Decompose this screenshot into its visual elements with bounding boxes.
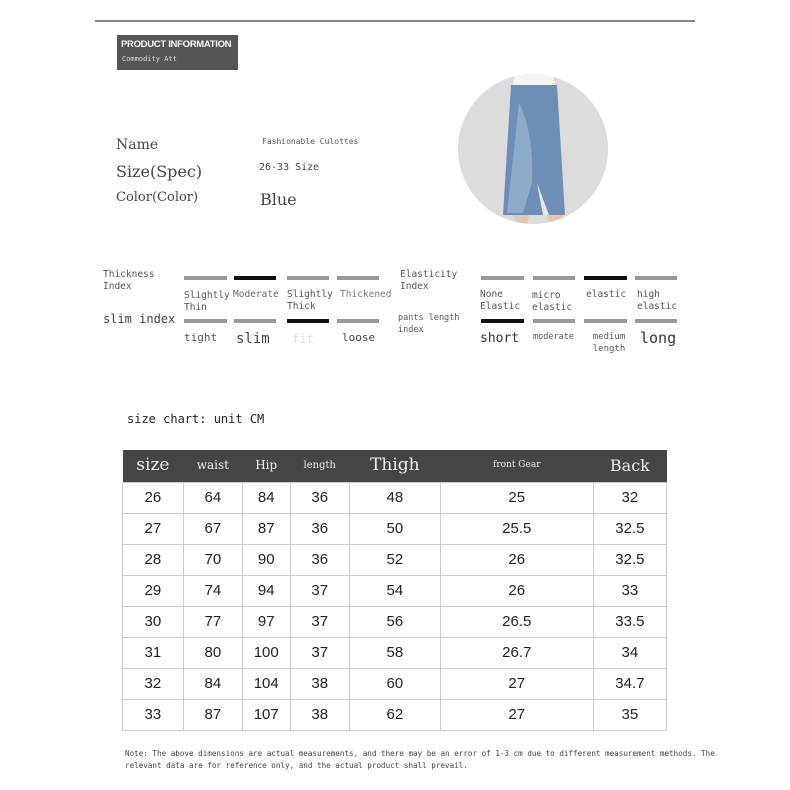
table-cell: 34.7	[593, 668, 666, 699]
table-cell: 36	[290, 544, 349, 575]
table-row	[123, 482, 667, 513]
slim-index-label: slim index	[103, 312, 176, 326]
length-bar-3	[584, 319, 627, 323]
table-cell: 94	[242, 575, 290, 606]
table-row	[123, 606, 667, 637]
table-cell: 74	[183, 575, 242, 606]
column-header: Hip	[242, 450, 290, 482]
measurement-note: Note: The above dimensions are actual measurements, and there may be an error of 1-3 cm due to different measurement methods. The relevant data are for reference only, and the actual product shall prevail.	[125, 749, 715, 770]
slim-option: tight	[184, 331, 218, 344]
elasticity-index-label: Elasticity Index	[400, 269, 458, 292]
thickness-bar-2	[234, 276, 276, 280]
product-image	[457, 73, 609, 225]
table-cell: 97	[242, 606, 290, 637]
table-cell: 36	[290, 482, 349, 513]
table-cell: 38	[290, 699, 349, 730]
top-divider	[95, 20, 695, 22]
slim-bar-1	[184, 319, 227, 323]
table-cell: 25.5	[440, 513, 593, 544]
banner-subtitle: Commodity Att	[122, 55, 177, 63]
thickness-option: Moderate	[233, 289, 279, 300]
thickness-index-label: Thickness Index	[103, 269, 155, 292]
table-cell: 67	[183, 513, 242, 544]
table-cell: 87	[242, 513, 290, 544]
table-cell: 52	[349, 544, 440, 575]
thickness-bar-1	[184, 276, 227, 280]
slim-option: loose	[342, 331, 376, 344]
table-cell: 80	[183, 637, 242, 668]
length-bar-1	[481, 319, 524, 323]
size-chart-table	[122, 450, 667, 731]
column-header: length	[290, 450, 349, 482]
thickness-bar-3	[287, 276, 329, 280]
table-cell: 100	[242, 637, 290, 668]
elasticity-option: micro elastic	[532, 290, 573, 313]
column-header: size	[123, 450, 184, 482]
length-option: medium length	[592, 332, 626, 354]
table-cell: 33	[123, 699, 184, 730]
table-cell: 50	[349, 513, 440, 544]
table-cell: 28	[123, 544, 184, 575]
size-value: 26-33 Size	[259, 162, 320, 173]
name-label: Name	[116, 137, 159, 153]
elasticity-option: elastic	[586, 289, 627, 300]
table-cell: 30	[123, 606, 184, 637]
elasticity-option: high elastic	[637, 289, 678, 312]
table-cell: 84	[242, 482, 290, 513]
color-value: Blue	[260, 190, 297, 209]
table-cell: 84	[183, 668, 242, 699]
table-cell: 26	[440, 544, 593, 575]
table-row	[123, 513, 667, 544]
table-cell: 77	[183, 606, 242, 637]
table-cell: 27	[440, 668, 593, 699]
size-chart-title: size chart: unit CM	[127, 412, 265, 426]
table-cell: 32	[593, 482, 666, 513]
table-cell: 34	[593, 637, 666, 668]
length-option: moderate	[533, 332, 574, 342]
column-header: Back	[593, 450, 666, 482]
table-cell: 33	[593, 575, 666, 606]
table-row	[123, 575, 667, 606]
table-cell: 62	[349, 699, 440, 730]
table-cell: 87	[183, 699, 242, 730]
table-cell: 27	[123, 513, 184, 544]
slim-bar-3	[287, 319, 329, 323]
table-cell: 70	[183, 544, 242, 575]
size-label: Size(Spec)	[116, 162, 203, 181]
table-cell: 90	[242, 544, 290, 575]
table-cell: 38	[290, 668, 349, 699]
thickness-option: Slightly Thin	[184, 290, 230, 313]
table-cell: 64	[183, 482, 242, 513]
slim-bar-4	[337, 319, 379, 323]
name-value: Fashionable Culottes	[262, 137, 359, 146]
elasticity-bar-4	[635, 276, 677, 280]
table-body	[123, 482, 667, 730]
slim-option: slim	[236, 331, 270, 347]
table-cell: 31	[123, 637, 184, 668]
pants-length-index-label: pants length index	[398, 313, 460, 335]
table-row	[123, 637, 667, 668]
table-cell: 33.5	[593, 606, 666, 637]
slim-option: fit	[292, 332, 314, 346]
length-option: long	[640, 329, 677, 347]
table-cell: 104	[242, 668, 290, 699]
table-cell: 26.5	[440, 606, 593, 637]
table-cell: 48	[349, 482, 440, 513]
table-cell: 107	[242, 699, 290, 730]
color-label: Color(Color)	[116, 190, 199, 205]
table-cell: 54	[349, 575, 440, 606]
elasticity-option: None Elastic	[480, 289, 521, 312]
elasticity-bar-1	[481, 276, 524, 280]
length-bar-4	[635, 319, 677, 323]
column-header: waist	[183, 450, 242, 482]
table-row	[123, 699, 667, 730]
thickness-bar-4	[337, 276, 379, 280]
table-cell: 26	[440, 575, 593, 606]
table-cell: 37	[290, 637, 349, 668]
slim-bar-2	[234, 319, 276, 323]
table-cell: 58	[349, 637, 440, 668]
thickness-option: Slightly Thick	[287, 289, 333, 312]
table-cell: 25	[440, 482, 593, 513]
length-bar-2	[533, 319, 575, 323]
elasticity-bar-3	[584, 276, 627, 280]
table-cell: 27	[440, 699, 593, 730]
table-cell: 26	[123, 482, 184, 513]
table-cell: 37	[290, 575, 349, 606]
thickness-option: Thickened	[340, 289, 392, 300]
table-cell: 36	[290, 513, 349, 544]
length-option: short	[480, 331, 520, 346]
table-cell: 37	[290, 606, 349, 637]
table-cell: 26.7	[440, 637, 593, 668]
table-row	[123, 668, 667, 699]
table-row	[123, 544, 667, 575]
table-cell: 32	[123, 668, 184, 699]
banner-title: PRODUCT INFORMATION	[121, 39, 232, 50]
table-cell: 35	[593, 699, 666, 730]
table-cell: 32.5	[593, 513, 666, 544]
column-header: Thigh	[349, 450, 440, 482]
table-cell: 32.5	[593, 544, 666, 575]
table-cell: 60	[349, 668, 440, 699]
table-cell: 56	[349, 606, 440, 637]
product-info-banner	[117, 35, 238, 70]
column-header: front Gear	[440, 450, 593, 482]
table-cell: 29	[123, 575, 184, 606]
table-header-row	[123, 450, 667, 482]
elasticity-bar-2	[533, 276, 575, 280]
